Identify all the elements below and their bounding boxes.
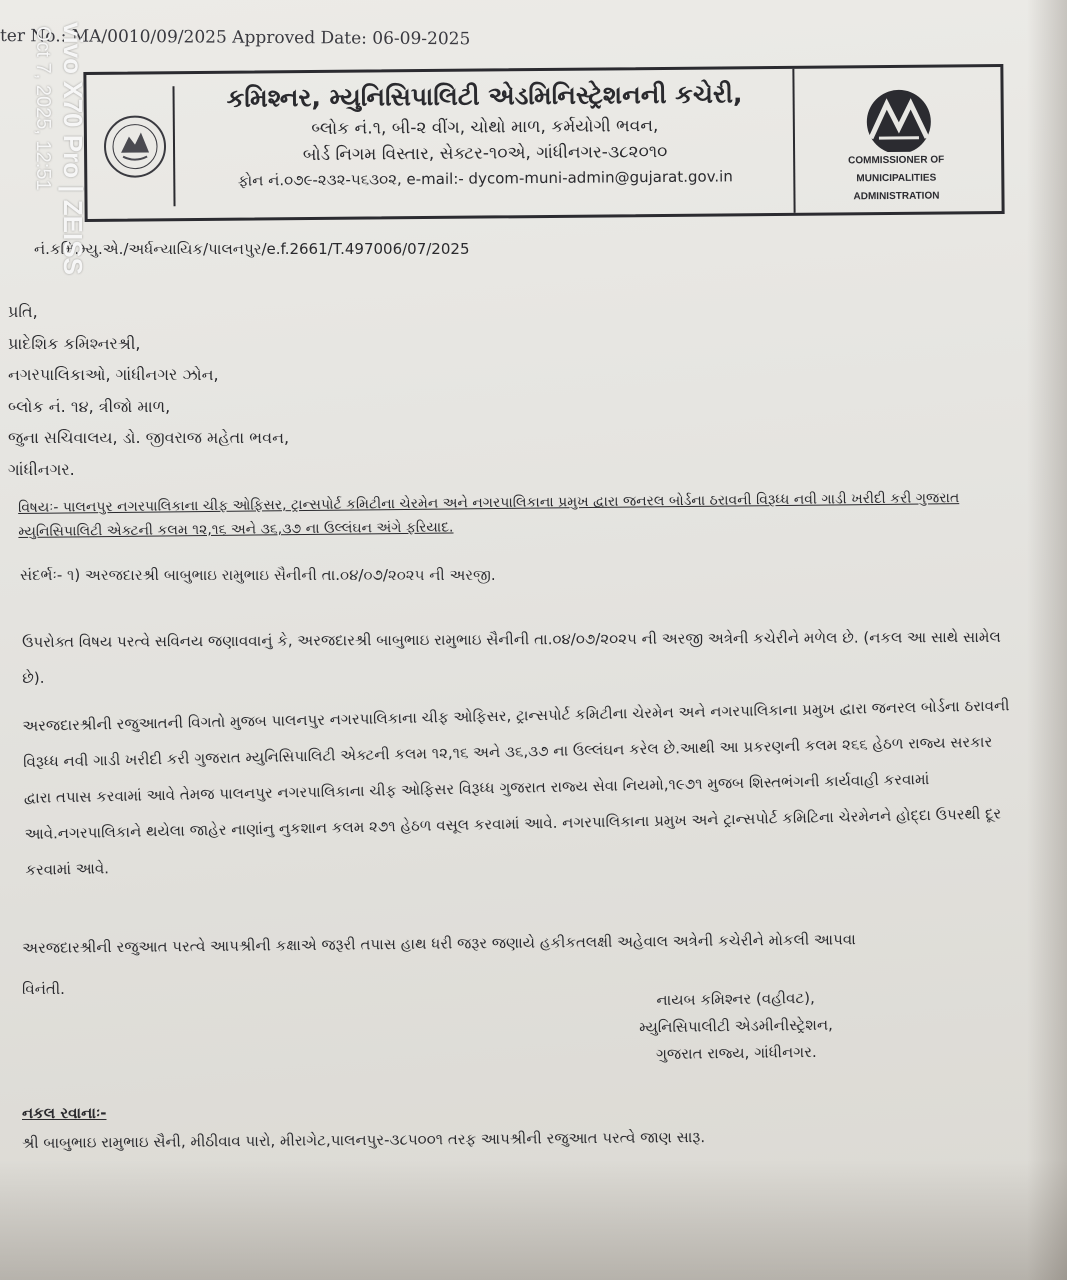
page-shadow	[1027, 0, 1067, 1280]
copy-to-line: શ્રી બાબુભાઇ રામુભાઇ સૈની, મીઠીવાવ પારો, મીરાગેટ,પાલનપુર-૩૮૫૦૦૧ તરફ આપશ્રીની રજુઆત પરત્વે જાણ સારૂ.	[22, 1128, 706, 1152]
office-address-block	[176, 69, 795, 218]
letter-number-line: ter No.: MA/0010/09/2025 Approved Date: 06-09-2025	[0, 26, 471, 50]
page-shadow	[0, 1160, 1067, 1280]
addressee-line: પ્રતિ,	[8, 302, 38, 321]
camera-watermark: vivo X70 Pro | ZEISS	[58, 22, 88, 275]
copy-to-heading: નકલ રવાનાઃ-	[22, 1104, 107, 1122]
body-paragraph-3: અરજદારશ્રીની રજુઆત પરત્વે આપશ્રીની કક્ષાએ જરૂરી તપાસ હાથ ધરી જરૂર જણાયે હકીકતલક્ષી અહેવાલ અત્રેની કચેરીને મોકલી આપવા	[22, 930, 856, 957]
addressee-line: પ્રાદેશિક કમિશ્નરશ્રી,	[8, 333, 141, 353]
logo-caption: COMMISSIONER OF MUNICIPALITIES ADMINISTRATION	[848, 154, 945, 203]
reference-line: સંદર્ભઃ- ૧) અરજદારશ્રી બાબુભાઇ રામુભાઇ સૈનીની તા.૦૪/૦૭/૨૦૨૫ ની અરજી.	[20, 566, 496, 584]
addressee-line: બ્લોક નં. ૧૪, ત્રીજો માળ,	[8, 396, 171, 416]
contact-line: ફોન નં.૦૭૯-૨૩૨-૫૬૩૦૨, e-mail:- dycom-muni-admin@gujarat.gov.in	[237, 167, 733, 190]
body-paragraph-2: અરજદારશ્રીની રજુઆતની વિગતો મુજબ પાલનપુર નગરપાલિકાના ચીફ ઓફિસર, ટ્રાન્સપોર્ટ કમિટીના ચેરમેન અને નગરપાલિકાના પ્રમુખ દ્વારા જનરલ બોર્ડના ઠરાવની વિરૂધ્ધ નવી ગાડી ખરીદી કરી ગુજરાત મ્યુનિસિપાલિટી એક્ટની કલમ ૧૨,૧૬ અને ૩૬,૩૭ ના ઉલ્લંઘન કરેલ છે.આથી આ પ્રકરણની કલમ ૨૬૬ હેઠળ રાજ્ય સરકાર દ્વારા તપાસ કરવામાં આવે તેમજ પાલનપુર નગરપાલિકાના ચીફ ઓફિસર વિરૂધ્ધ ગુજરાત રાજ્ય સેવા નિયમો,૧૯૭૧ મુજબ શિસ્તભંગની કાર્યવાહી કરવામાં આવે.નગરપાલિકાને થયેલા જાહેર નાણાંનુ નુકશાન કલમ ૨૭૧ હેઠળ વસૂલ કરવામાં આવે. નગરપાલિકાના પ્રમુખ અને ટ્રાન્સપોર્ટ કમિટિના ચેરમેનને હોદ્દા ઉપરથી દૂર કરવામાં આવે.	[22, 696, 1010, 879]
subject-line: વિષયઃ- પાલનપુર નગરપાલિકાના ચીફ ઓફિસર, ટ્રાન્સપોર્ટ કમિટીના ચેરમેન અને નગરપાલિકાના પ્રમુખ દ્વારા જનરલ બોર્ડના ઠરાવની વિરૂધ્ધ નવી ગાડી ખરીદી કરી ગુજરાત મ્યુનિસિપાલિટી એક્ટની કલમ ૧૨,૧૬ અને ૩૬,૩૭ ના ઉલ્લંઘન અંગે ફરિયાદ.	[18, 490, 960, 540]
office-name: કમિશ્નર, મ્યુનિસિપાલિટી એડમિનિસ્ટ્રેશનની કચેરી,	[226, 79, 743, 113]
addressee-line: નગરપાલિકાઓ, ગાંધીનગર ઝોન,	[8, 365, 219, 384]
signature-line: મ્યુનિસિપાલીટી એડમીનીસ્ટ્રેશન,	[639, 1015, 833, 1037]
reference-number: નં.કમિ.મ્યુ.એ./અર્ધન્યાયિક/પાલનપુર/e.f.2661/T.497006/07/2025	[34, 240, 470, 258]
commissioner-logo	[808, 81, 989, 203]
government-emblem-icon	[96, 86, 175, 207]
signature-block	[585, 984, 886, 1069]
commissioner-logo-icon	[808, 81, 989, 153]
camera-timestamp: Oct 7, 2025, 12:51	[32, 26, 54, 191]
body-paragraph-1: ઉપરોક્ત વિષય પરત્વે સવિનય જણાવવાનું કે, અરજદારશ્રી બાબુભાઇ રામુભાઇ સૈનીની તા.૦૪/૦૭/૨૦૨૫ ની અરજી અત્રેની કચેરીને મળેલ છે. (નકલ આ સાથે સામેલ છે).	[22, 627, 1001, 687]
addressee-line: ગાંધીનગર.	[8, 459, 75, 479]
signature-line: ગુજરાત રાજ્ય, ગાંધીનગર.	[655, 1042, 817, 1064]
letterhead	[83, 64, 1004, 222]
addressee-block	[8, 302, 508, 491]
address-line-2: બોર્ડ નિગમ વિસ્તાર, સેક્ટર-૧૦એ, ગાંધીનગર-૩૮૨૦૧૦	[302, 141, 668, 166]
request-text: વિનંતી.	[22, 980, 65, 998]
address-line-1: બ્લોક નં.૧, બી-૨ વીંગ, ચોથો માળ, કર્મયોગી ભવન,	[311, 116, 659, 140]
addressee-line: જુના સચિવાલય, ડો. જીવરાજ મહેતા ભવન,	[8, 428, 290, 447]
signature-line: નાયબ કમિશ્નર (વહીવટ),	[656, 988, 815, 1010]
